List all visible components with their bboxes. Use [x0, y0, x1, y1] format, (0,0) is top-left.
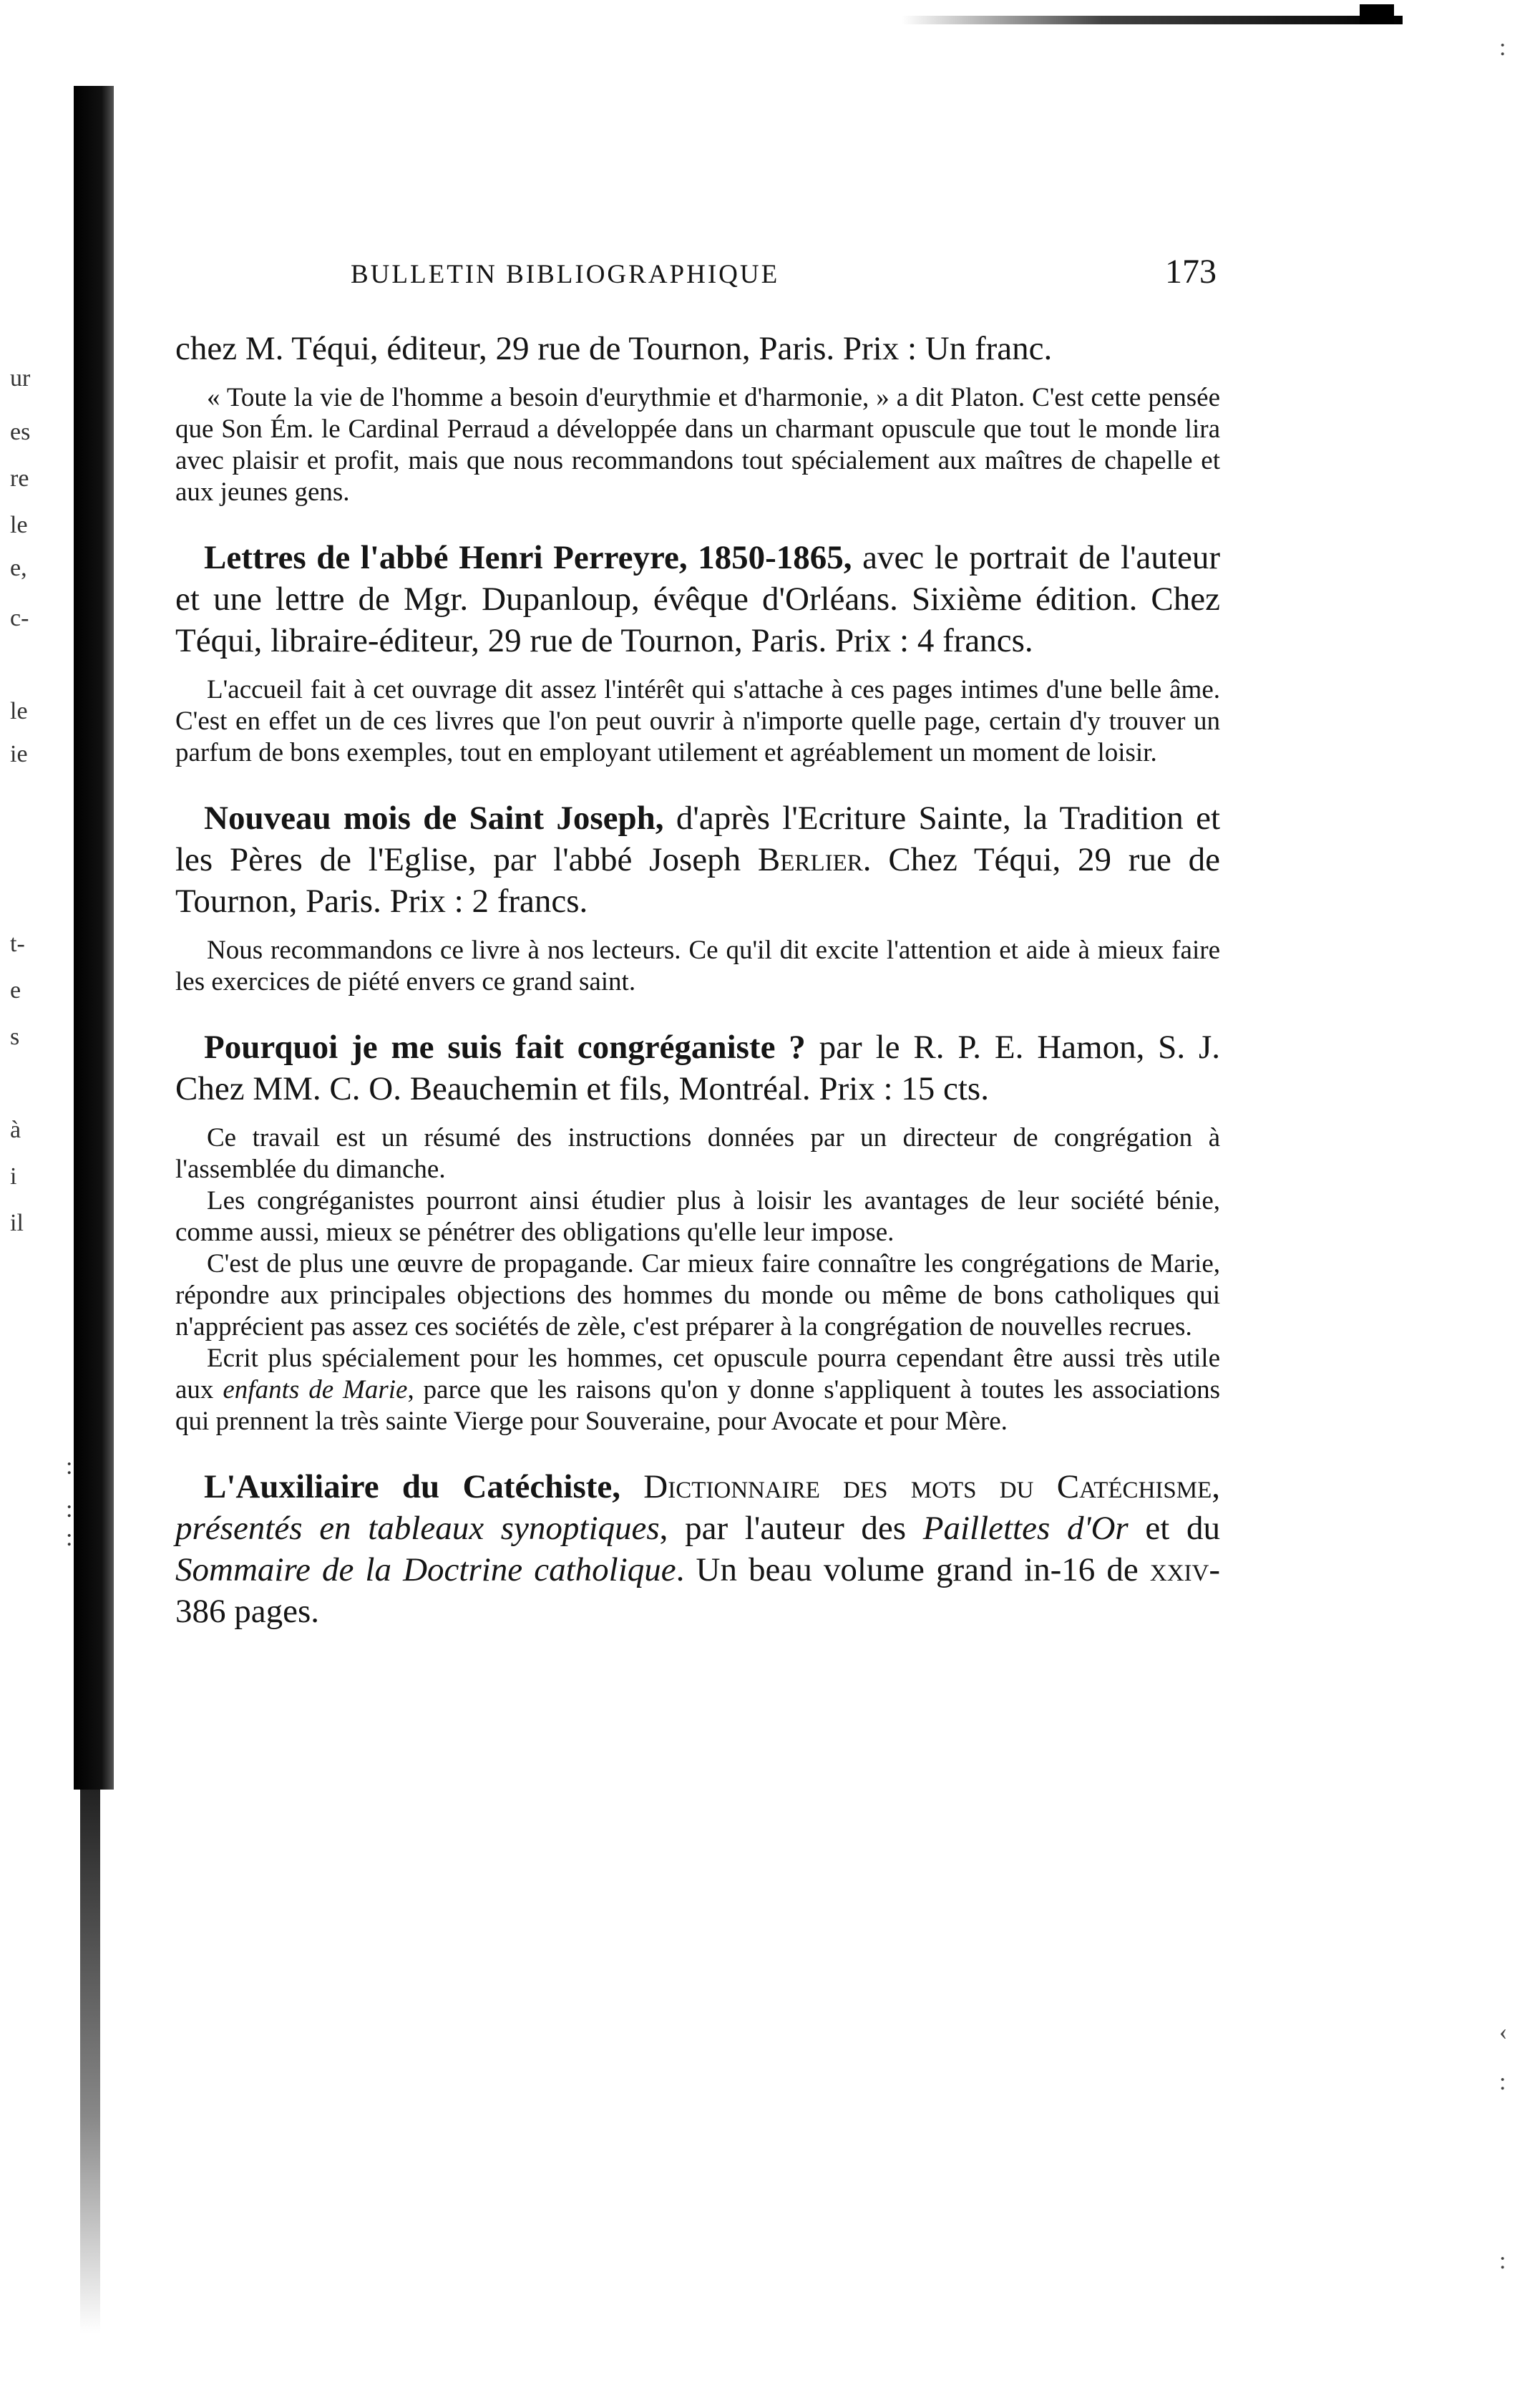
entry-italic: Sommaire de la Doctrine catholique	[175, 1551, 676, 1588]
entry-details: et du	[1128, 1510, 1221, 1547]
margin-fragment: t-	[10, 931, 25, 957]
entry-subtitle: Dictionnaire des mots du Catéchisme,	[620, 1468, 1220, 1505]
entry-review: L'accueil fait à cet ouvrage dit assez l'intérêt qui s'attache à ces pages intimes d'une belle âme. C'est en effet un de ces livres que l'on peut ouvrir à n'importe quelle page, certain d'y trouver un parfum de bons exemples, tout en employant utilement et agréablement un moment de loisir.	[175, 675, 1220, 767]
entry-details: , par l'auteur des	[659, 1510, 923, 1547]
entry-title: Pourquoi je me suis fait congréganiste ?	[204, 1029, 806, 1066]
margin-fragment: ie	[10, 741, 28, 767]
entry-italic: Paillettes d'Or	[922, 1510, 1129, 1547]
margin-fragment: ur	[10, 365, 31, 392]
entry-title: Lettres de l'abbé Henri Perreyre, 1850-1865,	[204, 539, 852, 576]
entry-title: Nouveau mois de Saint Joseph,	[204, 800, 664, 837]
scan-edge-top	[902, 16, 1403, 24]
margin-fragment: il	[10, 1210, 24, 1236]
running-head	[351, 252, 1217, 291]
margin-fragment: e	[10, 977, 21, 1004]
entry-details: . Chez Téqui, 29 rue de Tournon, Paris. Prix : 2 francs.	[175, 841, 1220, 920]
entry-review	[175, 1343, 1220, 1437]
scan-gutter-shadow	[74, 86, 114, 1790]
scan-speck: ‹	[1499, 2019, 1508, 2045]
entry-auxiliaire-catechiste	[175, 1466, 1220, 1632]
entry-title: L'Auxiliaire du Catéchiste,	[204, 1468, 621, 1505]
review-italic: enfants de Marie	[223, 1375, 408, 1404]
page-body	[175, 328, 1220, 1632]
margin-fragment: e,	[10, 555, 27, 581]
scan-gutter-shadow-tail	[80, 1790, 100, 2334]
entry-pages: xxiv	[1149, 1551, 1209, 1588]
entry-review: Les congréganistes pourront ainsi étudier plus à loisir les avantages de leur société bénie, comme aussi, mieux se pénétrer des obligations qu'elle leur impose.	[175, 1186, 1220, 1247]
margin-fragment: à	[10, 1117, 21, 1143]
review-text: Ecrit plus spécialement pour les hommes, cet opuscule pourra cependant être aussi très utile aux	[175, 1344, 1220, 1404]
margin-fragment: le	[10, 698, 28, 724]
entry-review: Nous recommandons ce livre à nos lecteurs. Ce qu'il dit excite l'attention et aide à mieux faire les exercices de piété envers ce grand saint.	[175, 936, 1220, 996]
entry-details: par le R. P. E. Hamon, S. J. Chez MM. C. O. Beauchemin et fils, Montréal. Prix : 15 cts.	[175, 1029, 1220, 1107]
facing-page-fragments	[0, 0, 72, 2383]
entry-review: Ce travail est un résumé des instructions données par un directeur de congrégation à l'assemblée du dimanche.	[175, 1123, 1220, 1184]
entry-details: d'après l'Ecriture Sainte, la Tradition et les Pères de l'Eglise, par l'abbé Joseph	[175, 800, 1220, 878]
scan-speck: :	[1499, 34, 1506, 61]
page-number: 173	[1165, 253, 1217, 291]
scan-speck: :	[66, 1453, 73, 1480]
entry-congreganiste	[175, 1027, 1220, 1110]
margin-fragment: s	[10, 1024, 20, 1050]
entry-details: -386 pages.	[175, 1551, 1220, 1630]
entry-lettres-perreyre	[175, 537, 1220, 661]
review-text: , parce que les raisons qu'on y donne s'appliquent à toutes les associations qui prennent la très sainte Vierge pour Souveraine, pour Avocate et pour Mère.	[175, 1375, 1220, 1436]
scan-edge-corner	[1360, 4, 1394, 24]
margin-fragment: es	[10, 419, 31, 445]
scan-speck: :	[1499, 2248, 1506, 2274]
margin-fragment: i	[10, 1163, 17, 1190]
margin-fragment: le	[10, 512, 28, 538]
entry-mois-saint-joseph	[175, 797, 1220, 922]
entry-details: avec le portrait de l'auteur et une lettre de Mgr. Dupanloup, évêque d'Orléans. Sixième édition. Chez Téqui, libraire-éditeur, 29 rue de Tournon, Paris. Prix : 4 francs.	[175, 539, 1220, 659]
margin-fragment: c-	[10, 605, 29, 631]
entry-author: Berlier	[757, 841, 863, 878]
entry-italic: présentés en tableaux synoptiques	[175, 1510, 660, 1547]
entry-details: . Un beau volume grand in-16 de	[676, 1551, 1150, 1588]
entry-review: « Toute la vie de l'homme a besoin d'eurythmie et d'harmonie, » a dit Platon. C'est cette pensée que Son Ém. le Cardinal Perraud a développée dans un charmant opuscule que tout le monde lira avec plaisir et profit, mais que nous recommandons tout spécialement aux maîtres de chapelle et aux jeunes gens.	[175, 383, 1220, 507]
entry-review: C'est de plus une œuvre de propagande. Car mieux faire connaître les congrégations de Marie, répondre aux principales objections des hommes du monde ou même de bons catholiques qui n'apprécient pas assez ces sociétés de zèle, c'est préparer à la congrégation de nouvelles recrues.	[175, 1249, 1220, 1341]
running-title: BULLETIN BIBLIOGRAPHIQUE	[351, 260, 780, 289]
scan-speck: :	[1499, 2069, 1506, 2095]
margin-fragment: re	[10, 465, 29, 492]
scan-speck: :	[66, 1496, 73, 1523]
entry-continued: chez M. Téqui, éditeur, 29 rue de Tournon, Paris. Prix : Un franc.	[175, 330, 1053, 367]
scan-speck: :	[66, 1525, 73, 1551]
